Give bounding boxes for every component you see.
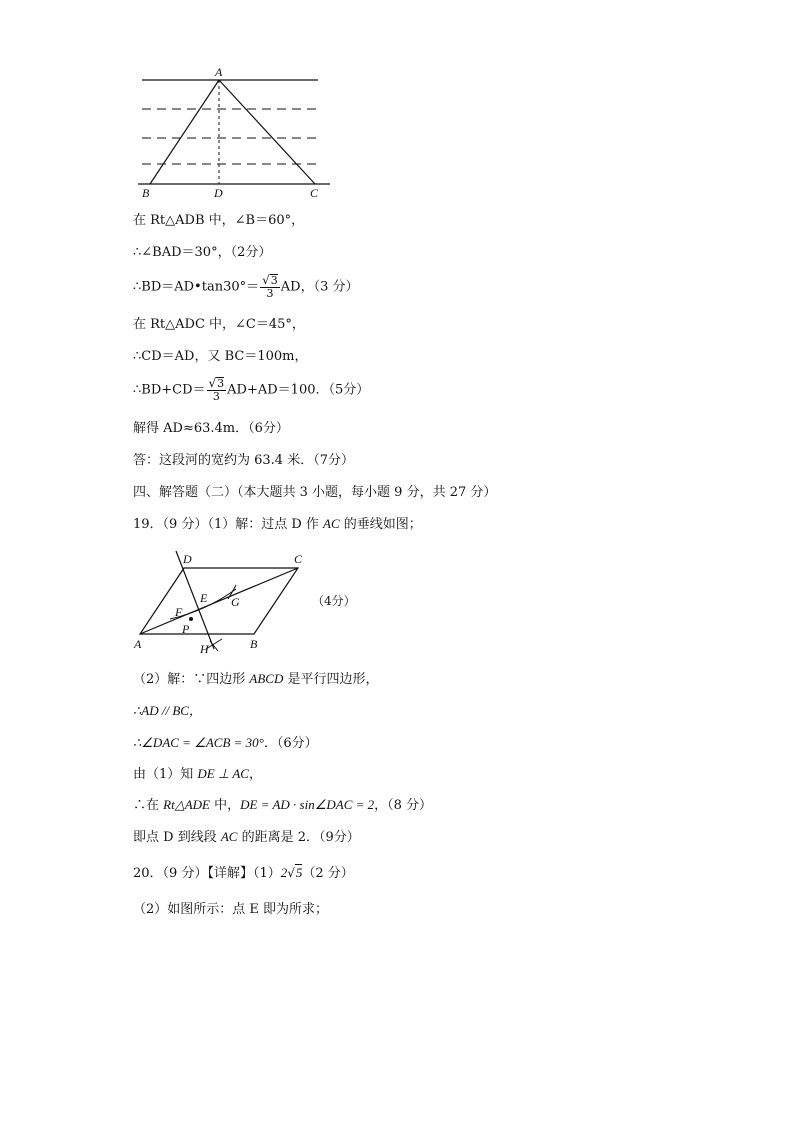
fraction-sqrt3-over-3: $\frac{√3}{3}$ [262,273,278,300]
label-C: C [310,186,319,200]
line3-prefix: ∴BD＝AD•tan30°＝ [133,279,260,295]
text-in-rt-ade: ∴在 Rt△ADE 中，DE = AD · sin∠DAC = 2，（8 分） [133,797,433,813]
question-20: 20．（9 分）【详解】（1）2√5（2 分） [133,865,354,881]
line6-suffix: AD+AD＝100．（5分） [227,382,370,398]
text-angle-dac: ∴∠DAC = ∠ACB = 30°．（6分） [133,735,318,751]
text-line-1: 在 Rt△ADB 中，∠B＝60°， [133,213,305,228]
label-G: G [231,595,240,609]
text-line-6 [133,377,369,403]
question-20-part2: （2）如图所示：点 E 即为所求； [133,902,329,917]
line6-prefix: ∴BD+CD＝ [133,382,206,398]
question-19-part2: （2）解：∵四边形 ABCD 是平行四边形， [133,671,379,687]
math-de-eq: DE = AD · sin∠DAC = 2 [240,797,375,812]
label-P: P [182,622,190,636]
side-AC [219,80,315,184]
label-D2: D [183,552,192,566]
fraction-sqrt3-over-3-b: $\frac{√3}{3}$ [208,376,225,403]
label-E: E [200,591,208,605]
text-line-7: 解得 AD≈63.4m．（6分） [133,421,289,436]
text-line-3 [133,274,359,300]
sqrt-5: 5 [295,865,303,880]
label-D: D [214,186,223,200]
label-B2: B [250,637,258,651]
side-AB [150,80,219,184]
text-parallel: ∴AD // BC， [133,703,202,718]
figure-parallelogram [130,545,370,660]
math-DE-perp-AC: DE ⊥ AC [197,766,249,781]
text-line-8: 答：这段河的宽约为 63.4 米．（7分） [133,453,354,468]
label-B: B [142,186,150,200]
figure-score: （4分） [312,594,356,608]
math-ABCD: ABCD [249,671,284,686]
text-distance: 即点 D 到线段 AC 的距离是 2．（9分） [133,829,360,845]
text-line-2: ∴∠BAD＝30°，（2分） [133,245,272,260]
line3-suffix: AD，（3 分） [280,279,359,295]
math-AC: AC [323,516,340,531]
point-P [189,617,193,621]
diagonal-AC [140,568,298,634]
figure-river-triangle [130,64,340,200]
label-A2: A [134,637,142,651]
label-C2: C [294,552,303,566]
section-heading: 四、解答题（二）（本大题共 3 小题，每小题 9 分，共 27 分） [133,485,497,500]
text-line-5: ∴CD＝AD，又 BC＝100m， [133,349,308,364]
label-A: A [215,65,223,79]
text-from-1: 由（1）知 DE ⊥ AC， [133,766,262,782]
text-line-4: 在 Rt△ADC 中，∠C＝45°， [133,317,305,332]
question-19-intro: 19．（9 分）（1）解：过点 D 作 AC 的垂线如图； [133,516,422,532]
label-F: F [175,605,183,619]
label-H: H [200,642,209,656]
